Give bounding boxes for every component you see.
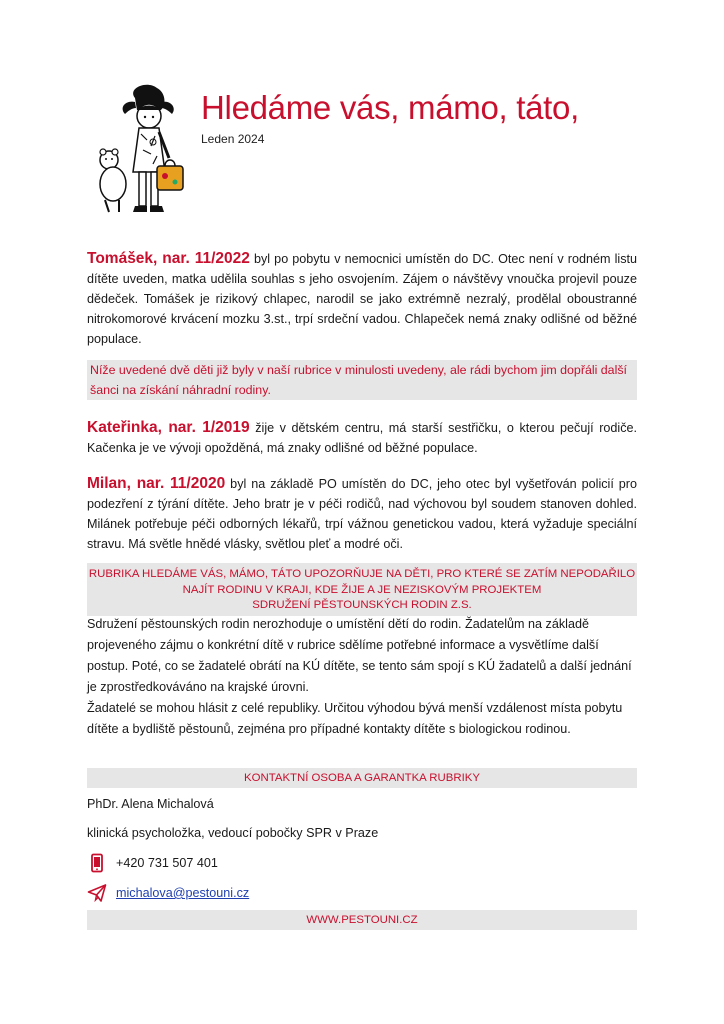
contact-role: klinická psycholožka, vedoucí pobočky SPR v Praze — [87, 826, 379, 840]
child-profile-tomasek — [87, 249, 637, 349]
contact-phone-row — [87, 853, 218, 873]
page-title: Hledáme vás, mámo, táto, — [201, 89, 579, 126]
child-description: byl po pobytu v nemocnici umístěn do DC. Otec není v rodném listu dítěte uveden, matka udělila souhlas s jeho osvojením. Zájem o návštěvy vnoučka projevil pouze dědeček. Tomášek je rizikový chlapec, narodil se jako extrémně nezralý, prodělal oboustranné nitrokomorové krvácení mozku 3.st., trpí srdeční vadou. Chlapeček nemá znaky odlišné od běžné populace. — [87, 252, 637, 346]
contact-heading: KONTAKTNÍ OSOBA A GARANTKA RUBRIKY — [87, 768, 637, 788]
child-description: byl na základě PO umístěn do DC, jeho otec byl vyšetřován policií pro podezření z týrání dítěte. Jeho bratr je v péči rodičů, nad výchovou byl soudem stanoven dohled. Milánek potřebuje péči odborných lékařů, trpí vážnou genetickou vadou, která vyžaduje speciální stravu. Má světle hnědé vlásky, světlou pleť a modré oči. — [87, 477, 637, 551]
paper-plane-icon — [87, 883, 107, 903]
website-banner[interactable]: WWW.PESTOUNI.CZ — [87, 910, 637, 930]
rubric-banner-line: RUBRIKA HLEDÁME VÁS, MÁMO, TÁTO UPOZORŇUJE NA DĚTI, PRO KTERÉ SE ZATÍM NEPODAŘILO — [88, 568, 636, 580]
repeat-notice: Níže uvedené dvě děti již byly v naší rubrice v minulosti uvedeny, ale rádi bychom jim dopřáli další šanci na získání náhradní rodiny. — [87, 360, 637, 400]
child-name: Kateřinka, nar. 1/2019 — [87, 419, 250, 436]
info-paragraph: Sdružení pěstounských rodin nerozhoduje o umístění dětí do rodin. Žadatelům na základě projeveného zájmu o konkrétní dítě v rubrice sdělíme potřebné informace a vysvětlíme další postup. Poté, co se žadatelé obrátí na KÚ dítěte, se tento sám spojí s KÚ žadatelů a další jednání je zprostředkováváno na krajské úrovni. — [87, 617, 632, 694]
rubric-banner-line: NAJÍT RODINU V KRAJI, KDE ŽIJE A JE NEZISKOVÝM PROJEKTEM — [182, 583, 542, 596]
contact-phone: +420 731 507 401 — [116, 856, 218, 870]
child-description: žije v dětském centru, má starší sestřičku, o kterou pečují rodiče. Kačenka je ve vývoji opožděná, má znaky odlišné od běžné populace. — [87, 421, 637, 455]
child-name: Milan, nar. 11/2020 — [87, 475, 226, 492]
child-profile-milan — [87, 474, 637, 554]
girl-with-teddy-illustration — [95, 80, 195, 220]
contact-name: PhDr. Alena Michalová — [87, 797, 214, 811]
rubric-banner-line: SDRUŽENÍ PĚSTOUNSKÝCH RODIN Z.S. — [252, 599, 472, 611]
contact-email-row — [87, 883, 249, 903]
info-paragraph: Žadatelé se mohou hlásit z celé republiky. Určitou výhodou bývá menší vzdálenost místa pobytu dítěte a bydliště pěstounů, zejména pro případné kontakty dítěte s biologickou rodinou. — [87, 701, 623, 736]
rubric-banner — [87, 563, 637, 616]
contact-email-link[interactable]: michalova@pestouni.cz — [116, 886, 250, 900]
mobile-phone-icon — [87, 853, 107, 873]
issue-date: Leden 2024 — [201, 132, 265, 146]
child-name: Tomášek, nar. 11/2022 — [87, 250, 250, 267]
child-profile-katerinka — [87, 418, 637, 458]
